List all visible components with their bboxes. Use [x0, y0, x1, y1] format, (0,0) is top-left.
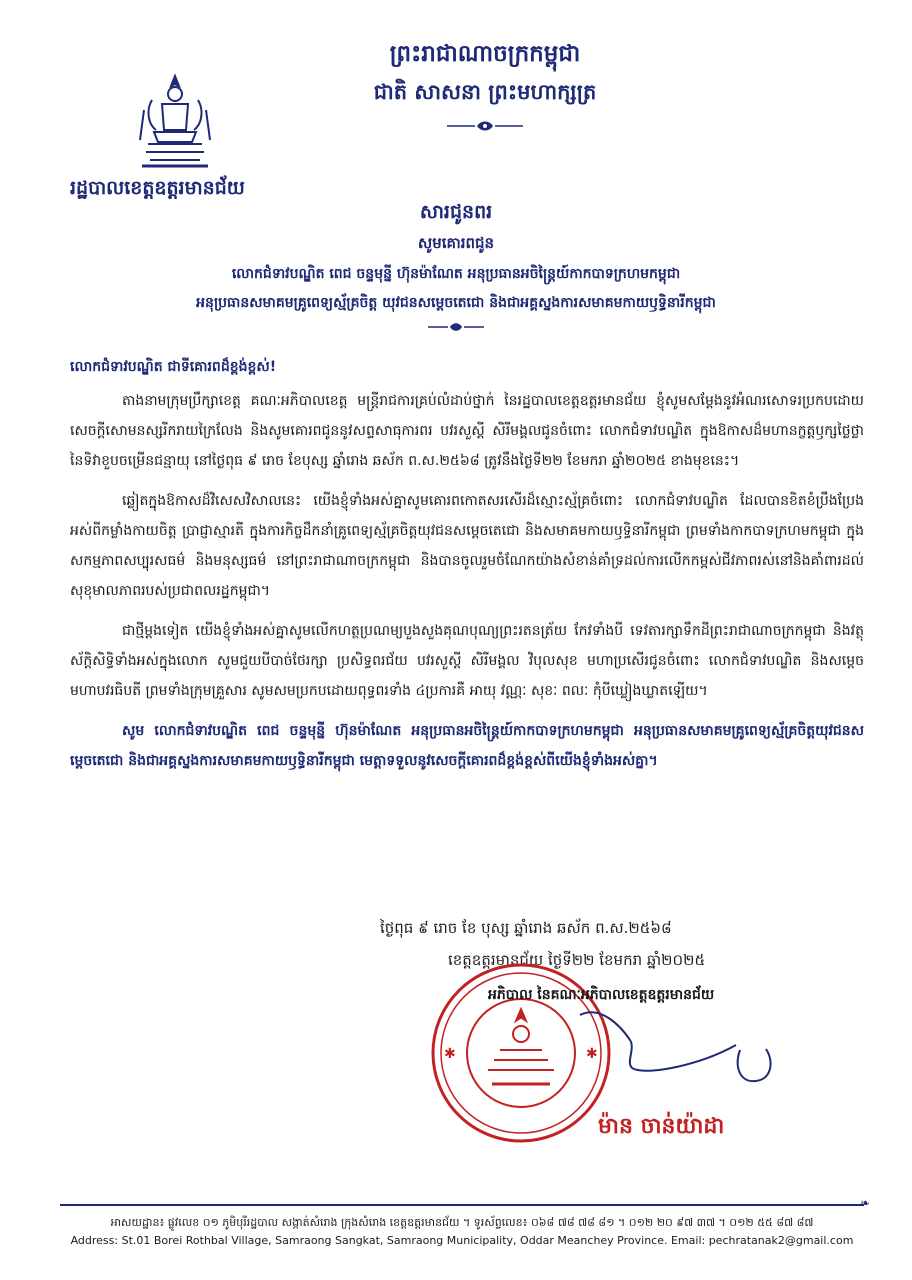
letter-subtitle: សូមគោរពជូន	[417, 234, 495, 252]
svg-text:✱: ✱	[444, 1046, 456, 1062]
signer-name: ម៉ាន ចាន់យ៉ាដា	[598, 1114, 725, 1139]
kingdom-header	[330, 40, 640, 132]
kingdom-title: ព្រះរាជាណាចក្រកម្ពុជា	[389, 41, 581, 67]
body-paragraph: ជាថ្មីម្តងទៀត យើងខ្ញុំទាំងអស់គ្នាសូមលើកហត្ថប្រណម្យបួងសួងគុណបុណ្យព្រះរតនត្រ័យ កែវទាំងបី ទេវតារក្សាទឹកដីព្រះរាជាណាចក្រកម្ពុជា និងវត្ថុស័ក្តិសិទ្ធិទាំងអស់ក្នុងលោក សូមជួយបីបាច់ថែរក្សា ប្រសិទ្ធពរជ័យ បវរសួស្តី សិរីមង្គល វិបុលសុខ មហាប្រសើរជូនចំពោះ លោកជំទាវបណ្ឌិត និងសម្តេចមហាបវរធិបតី ព្រមទាំងក្រុមគ្រួសារ សូមសមប្រកបដោយពុទ្ធពរទាំង ៤ប្រការគឺ អាយុ វណ្ណៈ សុខៈ ពលៈ កុំបីឃ្លៀងឃ្លាតឡើយ។	[70, 623, 864, 699]
recipient-line-2: អនុប្រធានសមាគមគ្រូពេទ្យស្ម័គ្រចិត្ត យុវជនសម្តេចតេជោ និងជាអគ្គស្នងការសមាគមកាយឫទ្ធិនារីកម្ពុជា	[196, 295, 716, 311]
body-paragraph: ឆ្លៀតក្នុងឱកាសដ៏វិសេសវិសាលនេះ យើងខ្ញុំទាំងអស់គ្នាសូមគោរពកោតសរសើរដ៏ស្មោះស្ម័គ្រចំពោះ លោកជំទាវបណ្ឌិត ដែលបានខិតខំប្រឹងប្រែងអស់ពីកម្លាំងកាយចិត្ត ប្រាជ្ញាស្មារតី ក្នុងការកិច្ចដឹកនាំគ្រូពេទ្យស្ម័គ្រចិត្តយុវជនសម្តេចតេជោ និងសមាគមកាយឫទ្ធិនារីកម្ពុជា ព្រមទាំងកាកបាទក្រហមកម្ពុជា ក្នុងសកម្មភាពសប្បុរសធម៌ និងមនុស្សធម៌ នៅព្រះរាជាណាចក្រកម្ពុជា និងបានចូលរួមចំណែកយ៉ាងសំខាន់គាំទ្រដល់ការលើកកម្ពស់ជីវភាពរស់នៅនិងគាំពារដល់សុខុមាលភាពរបស់ប្រជាពលរដ្ឋកម្ពុជា។	[70, 493, 864, 599]
ornament-divider-icon	[445, 120, 525, 132]
letter-heading	[40, 200, 872, 332]
solar-date: ខេត្តឧត្តរមានជ័យ ថ្ងៃទី២២ ខែមករា ឆ្នាំ២០២៥	[448, 951, 706, 969]
body-paragraph: តាងនាមក្រុមប្រឹក្សាខេត្ត គណៈអភិបាលខេត្ត មន្ត្រីរាជការគ្រប់លំដាប់ថ្នាក់ នៃរដ្ឋបាលខេត្តឧត្តរមានជ័យ ខ្ញុំសូមសម្តែងនូវអំណរសោទរប្រកបដោយសេចក្តីសោមនស្សរីករាយក្រៃលែង និងសូមគោរពជូននូវសព្ទសាធុការពរ បវរសួស្តី សិរីមង្គលជូនចំពោះ លោកជំទាវបណ្ឌិត ក្នុងឱកាសដ៏មហានក្ខត្តឫក្សថ្លៃថ្លា នៃទិវាខួបចម្រើនជន្មាយុ នៅថ្ងៃពុធ ៩ រោច ខែបុស្ស ឆ្នាំរោង ឆស័ក ព.ស.២៥៦៨ ត្រូវនឹងថ្ងៃទី២២ ខែមករា ឆ្នាំ២០២៥ ខាងមុខនេះ។	[70, 393, 864, 469]
letter-body	[70, 352, 864, 786]
lunar-date: ថ្ងៃពុធ ៩ រោច ខែ បុស្ស ឆ្នាំរោង ឆស័ក ព.ស.២៥៦៨	[380, 919, 672, 937]
footer-divider	[60, 1204, 864, 1206]
royal-emblem-icon	[132, 70, 218, 174]
letter-title: សារជូនពរ	[419, 201, 493, 223]
footer-address-kh: អាសយដ្ឋាន៖ ផ្លូវលេខ ០១ ភូមិបុរីរដ្ឋបាល សង្កាត់សំរោង ក្រុងសំរោង ខេត្តឧត្តរមានជ័យ ។ ទូរស័ព្ទលេខ៖ ០៦៨ ៧៨ ៧៨ ៨១ ។ ០១២ ២០ ៩៧ ៣៧ ។ ០១២ ៥៥ ៨៧ ៨៧	[110, 1216, 814, 1229]
signer-title: អភិបាល នៃគណៈអភិបាលខេត្តឧត្តរមានជ័យ	[488, 987, 715, 1003]
footer-ornament-icon: ❧	[860, 1196, 871, 1210]
footer-address-en: Address: St.01 Borei Rothbal Village, Samraong Sangkat, Samraong Municipality, Oddar Meanchey Province. Email: pechratanak2@gmail.com	[70, 1234, 854, 1247]
salutation: លោកជំទាវបណ្ឌិត ជាទីគោរពដ៏ខ្ពង់ខ្ពស់!	[70, 359, 277, 375]
handwritten-signature	[560, 995, 790, 1095]
svg-text:✱: ✱	[586, 1046, 598, 1062]
administration-name: រដ្ឋបាលខេត្តឧត្តរមានជ័យ	[70, 177, 245, 199]
ornament-divider-icon	[426, 322, 486, 332]
footer	[60, 1214, 864, 1250]
closing-paragraph: សូម លោកជំទាវបណ្ឌិត ពេជ ចន្ទមុន្នី ហ៊ុនម៉ាណែត អនុប្រធានអចិន្ត្រៃយ៍កាកបាទក្រហមកម្ពុជា អនុប្រធានសមាគមគ្រូពេទ្យស្ម័គ្រចិត្តយុវជនសម្តេចតេជោ និងជាអគ្គស្នងការសមាគមកាយឫទ្ធិនារីកម្ពុជា មេត្តាទទួលនូវសេចក្តីគោរពដ៏ខ្ពង់ខ្ពស់ពីយើងខ្ញុំទាំងអស់គ្នា។	[70, 723, 864, 769]
national-motto: ជាតិ សាសនា ព្រះមហាក្សត្រ	[373, 80, 597, 104]
recipient-line-1: លោកជំទាវបណ្ឌិត ពេជ ចន្ទមុន្នី ហ៊ុនម៉ាណែត អនុប្រធានអចិន្ត្រៃយ៍កាកបាទក្រហមកម្ពុជា	[231, 266, 681, 282]
